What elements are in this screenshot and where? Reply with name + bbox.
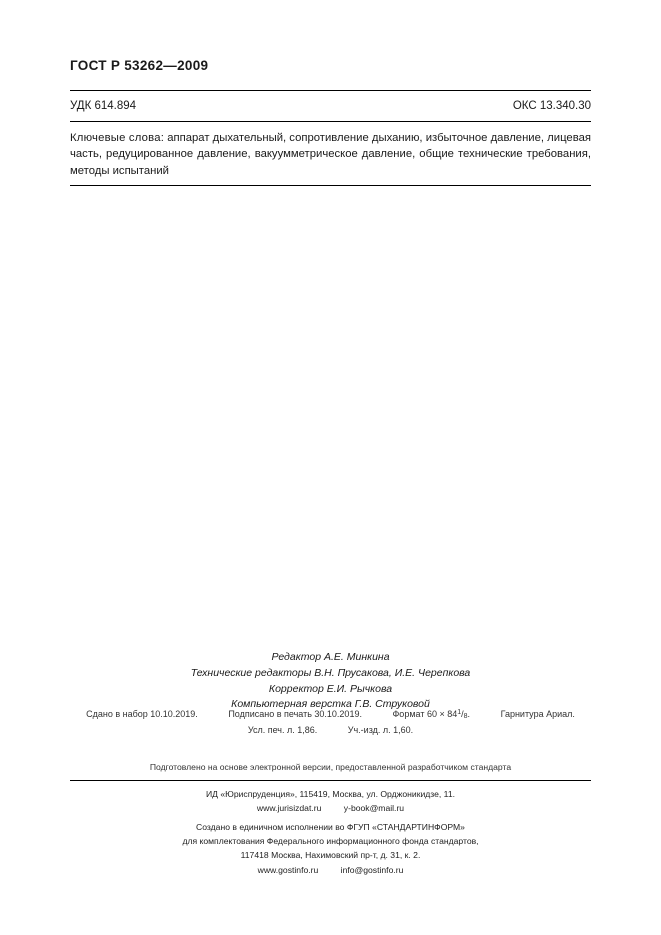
- imprint-proofreader-text: Корректор Е.И. Рычкова: [268, 682, 393, 695]
- production-signed: Подписано в печать 30.10.2019.: [228, 709, 362, 720]
- standartinform-contacts: [70, 863, 591, 877]
- keywords-label: Ключевые слова:: [70, 132, 165, 144]
- production-format-fraction: $^1/_8$: [457, 709, 468, 721]
- production-format-denominator: 8: [463, 713, 468, 721]
- keywords-block: [70, 130, 591, 179]
- page-content-area: [70, 0, 591, 935]
- standartinform-line-1: Создано в единичном исполнении во ФГУП «СТАНДАРТИНФОРМ»: [196, 822, 465, 832]
- horizontal-rule-middle: [70, 121, 591, 122]
- publisher-website[interactable]: www.jurisizdat.ru: [256, 803, 322, 814]
- imprint-editor-text: Редактор А.Е. Минкина: [271, 651, 390, 663]
- standartinform-line-2: для комплектования Федерального информационного фонда стандартов,: [182, 836, 479, 847]
- production-format-numerator: 1: [457, 709, 462, 716]
- horizontal-rule-footer: [70, 780, 591, 781]
- standartinform-block: [70, 820, 591, 877]
- production-print-sheets: Усл. печ. л. 1,86.: [247, 725, 318, 736]
- horizontal-rule-top: [70, 90, 591, 91]
- publisher-email[interactable]: y-book@mail.ru: [343, 803, 405, 814]
- horizontal-rule-bottom: [70, 185, 591, 186]
- imprint-editor: [70, 650, 591, 666]
- udk-oks-row: [70, 100, 591, 112]
- production-row-1: [70, 707, 591, 723]
- keywords-text: аппарат дыхательный, сопротивление дыханию, избыточное давление, лицевая часть, редуцированное давление, вакуумметрическое давление, общие технические требования, методы испытаний: [70, 132, 591, 177]
- production-format-label: Формат 60 × 84: [392, 709, 458, 720]
- production-typeset: Сдано в набор 10.10.2019.: [86, 709, 198, 720]
- imprint-technical-editors-text: Технические редакторы В.Н. Прусакова, И.Е. Черепкова: [190, 666, 471, 679]
- production-format: [392, 707, 470, 723]
- udk-code: УДК 614.894: [70, 100, 137, 112]
- production-details: [70, 707, 591, 739]
- publisher-address: ИД «Юриспруденция», 115419, Москва, ул. Орджоникидзе, 11.: [205, 789, 455, 799]
- standartinform-email[interactable]: info@gostinfo.ru: [340, 864, 404, 875]
- publisher-block: [70, 787, 591, 815]
- imprint-technical-editors: [70, 666, 591, 682]
- oks-code: ОКС 13.340.30: [512, 100, 591, 112]
- standard-number: ГОСТ Р 53262—2009: [70, 58, 209, 73]
- imprint-layout-text: Компьютерная верстка Г.В. Струковой: [231, 698, 430, 711]
- imprint-block: [70, 650, 591, 713]
- publisher-contacts: [70, 801, 591, 815]
- imprint-proofreader: [70, 682, 591, 698]
- production-publisher-sheets: Уч.-изд. л. 1,60.: [347, 725, 414, 736]
- production-row-2: [70, 723, 591, 739]
- standartinform-line-3: 117418 Москва, Нахимовский пр-т, д. 31, к. 2.: [240, 850, 421, 861]
- based-on-note: Подготовлено на основе электронной версии, предоставленной разработчиком стандарта: [149, 762, 512, 772]
- standartinform-website[interactable]: www.gostinfo.ru: [257, 864, 319, 875]
- production-typeface: Гарнитура Ариал.: [500, 709, 575, 720]
- production-format-tail: .: [467, 709, 471, 720]
